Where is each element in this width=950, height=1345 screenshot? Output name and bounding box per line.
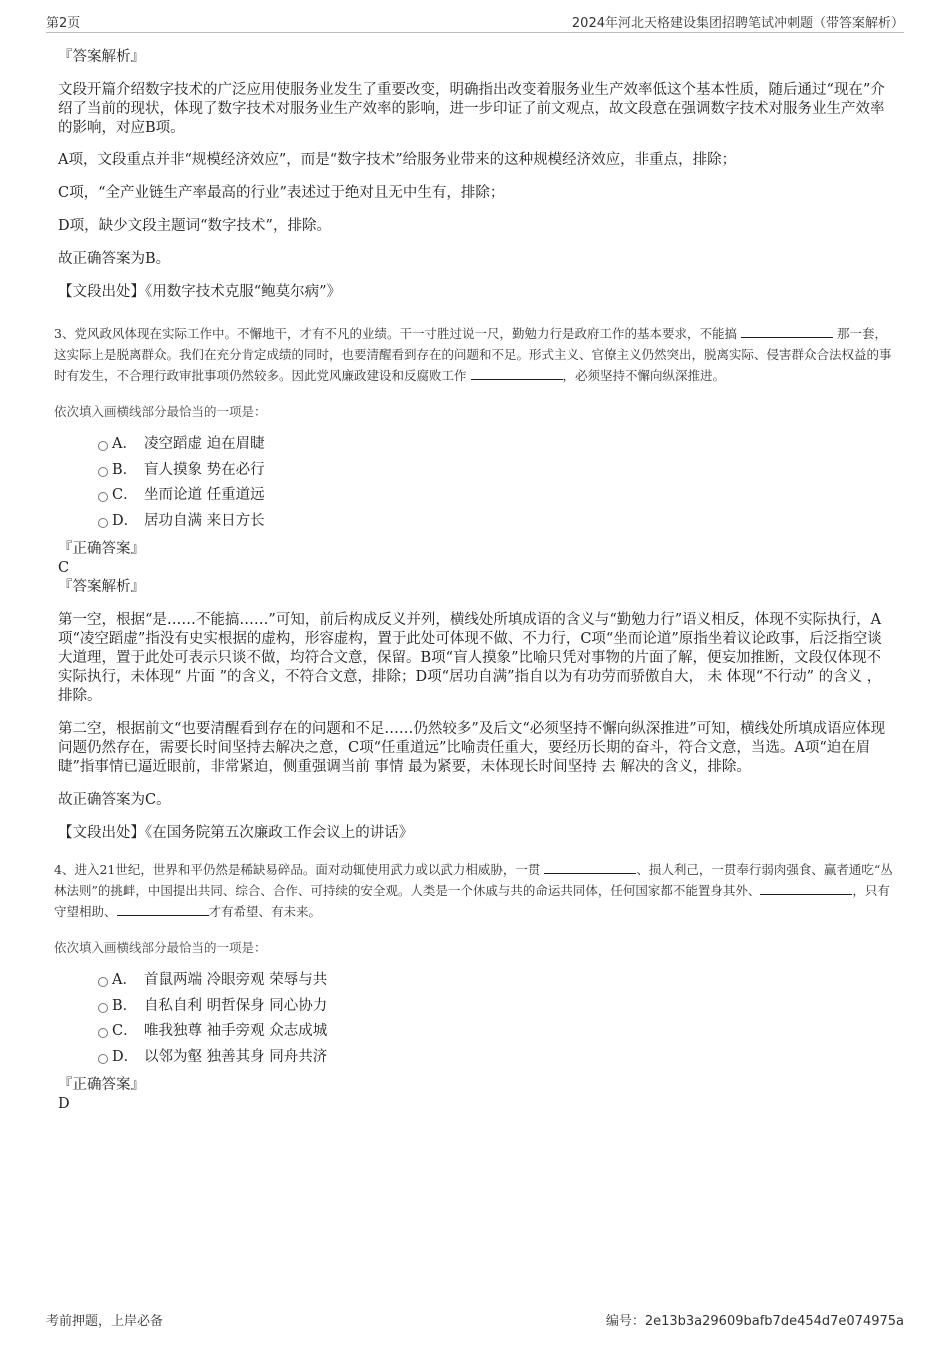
- document-code: 编号：2e13b3a29609bafb7de454d7e074975a: [605, 1314, 904, 1329]
- radio-button[interactable]: [98, 1054, 108, 1064]
- analysis-paragraph: D项，缺少文段主题词“数字技术”，排除。: [58, 218, 331, 234]
- option-list: [58, 432, 894, 534]
- source-citation: 【文段出处】《用数字技术克服“鲍莫尔病”》: [58, 284, 342, 300]
- radio-button[interactable]: [98, 1028, 108, 1038]
- question-stem: 4、进入21世纪，世界和平仍然是稀缺易碎品。面对动辄使用武力或以武力相威胁，一贯 、损人利己，一贯奉行弱肉强食、赢者通吃“丛林法则”的挑衅，中国提出共同、综合、合作、可持续的安全观。人类是一个休戚与共的命运共同体，任何国家都不能置身其外、 ，只有守望相助、 才有希望、有未来。: [54, 862, 893, 919]
- option-b[interactable]: B． 盲人摸象 势在必行: [58, 458, 894, 484]
- question-stem: 3、党风政风体现在实际工作中。不懈地干，才有不凡的业绩。干一寸胜过说一尺，勤勉力行是政府工作的基本要求，不能搞 那一套，这实际上是脱离群众。我们在充分肯定成绩的同时，也要清醒看到存在的问题和不足。形式主义、官僚主义仍然突出，脱离实际、侵害群众合法权益的事时有发生，不合理行政审批事项仍然较多。因此党风廉政建设和反腐败工作 ，必须坚持不懈向纵深推进。: [54, 326, 892, 383]
- radio-button[interactable]: [98, 441, 108, 451]
- page-content: [54, 44, 894, 1114]
- answer-value: D: [58, 1096, 70, 1112]
- option-c[interactable]: C． 坐而论道 任重道远: [58, 483, 894, 509]
- radio-button[interactable]: [98, 1003, 108, 1013]
- option-b[interactable]: B． 自私自利 明哲保身 同心协力: [58, 994, 894, 1020]
- question-3: [54, 323, 894, 843]
- answer-label: 『正确答案』: [58, 1077, 145, 1093]
- radio-button[interactable]: [98, 518, 108, 528]
- option-c[interactable]: C． 唯我独尊 袖手旁观 众志成城: [58, 1019, 894, 1045]
- option-d[interactable]: D． 居功自满 来日方长: [58, 509, 894, 535]
- conclusion: 故正确答案为C。: [58, 792, 171, 808]
- analysis-label: 『答案解析』: [58, 49, 145, 65]
- page-header: [46, 12, 904, 33]
- blank-line: [741, 325, 833, 338]
- question-prompt: 依次填入画横线部分最恰当的一项是：: [54, 404, 267, 419]
- analysis-paragraph: C项，“全产业链生产率最高的行业”表述过于绝对且无中生有，排除；: [58, 185, 505, 201]
- analysis-label: 『答案解析』: [58, 579, 145, 595]
- analysis-paragraph: 第一空，根据“是……不能搞……”可知，前后构成反义并列，横线处所填成语的含义与“勤勉力行”语义相反，体现不实际执行，A项“凌空蹈虚”指没有史实根据的虚构，形容虚构，置于此处可体现不做、不力行，C项“坐而论道”原指坐着议论政事，后泛指空谈大道理，置于此处可表示只谈不做，均符合文意，保留。B项“盲人摸象”比喻只凭对事物的片面了解，便妄加推断，文段仅体现不实际执行，未体现“ 片面 ”的含义，不符合文意，排除；D项“居功自满”指自以为有功劳而骄傲自大， 未 体现“不行动” 的含义 ，排除。: [58, 612, 882, 704]
- document-title: 2024年河北天格建设集团招聘笔试冲刺题（带答案解析）: [571, 16, 904, 31]
- radio-button[interactable]: [98, 977, 108, 987]
- analysis-paragraph: 文段开篇介绍数字技术的广泛应用使服务业发生了重要改变，明确指出改变着服务业生产效率低这个基本性质，随后通过“现在”介绍了当前的现状，体现了数字技术对服务业生产效率的影响，进一步印证了前文观点，故文段意在强调数字技术对服务业生产效率的影响，对应B项。: [58, 82, 885, 136]
- answer-value: C: [58, 560, 70, 576]
- radio-button[interactable]: [98, 467, 108, 477]
- question-prompt: 依次填入画横线部分最恰当的一项是：: [54, 940, 267, 955]
- source-citation: 【文段出处】《在国务院第五次廉政工作会议上的讲话》: [58, 825, 414, 841]
- option-a[interactable]: A． 首鼠两端 冷眼旁观 荣辱与共: [58, 968, 894, 994]
- blank-line: [117, 903, 209, 916]
- analysis-paragraph: 第二空，根据前文“也要清醒看到存在的问题和不足……仍然较多”及后文“必须坚持不懈向纵深推进”可知，横线处所填成语应体现问题仍然存在，需要长时间坚持去解决之意，C项“任重道远”比喻责任重大，要经历长期的奋斗，符合文意，当选。A项“迫在眉睫”指事情已逼近眼前，非常紧迫，侧重强调当前 事情 最为紧要，未体现长时间坚持 去 解决的含义，排除。: [58, 721, 886, 775]
- blank-line: [544, 861, 636, 874]
- option-list: [58, 968, 894, 1070]
- answer-label: 『正确答案』: [58, 541, 145, 557]
- blank-line: [471, 367, 563, 380]
- analysis-paragraph: A项，文段重点并非“规模经济效应”，而是“数字技术”给服务业带来的这种规模经济效应，非重点，排除；: [58, 152, 737, 168]
- option-a[interactable]: A． 凌空蹈虚 迫在眉睫: [58, 432, 894, 458]
- question-4: [54, 859, 894, 1114]
- radio-button[interactable]: [98, 492, 108, 502]
- conclusion: 故正确答案为B。: [58, 251, 171, 267]
- option-d[interactable]: D． 以邻为壑 独善其身 同舟共济: [58, 1045, 894, 1071]
- blank-line: [760, 882, 852, 895]
- page-number: 第2页: [46, 16, 81, 31]
- footer-slogan: 考前押题，上岸必备: [46, 1314, 164, 1329]
- analysis-section-prev: [58, 48, 894, 302]
